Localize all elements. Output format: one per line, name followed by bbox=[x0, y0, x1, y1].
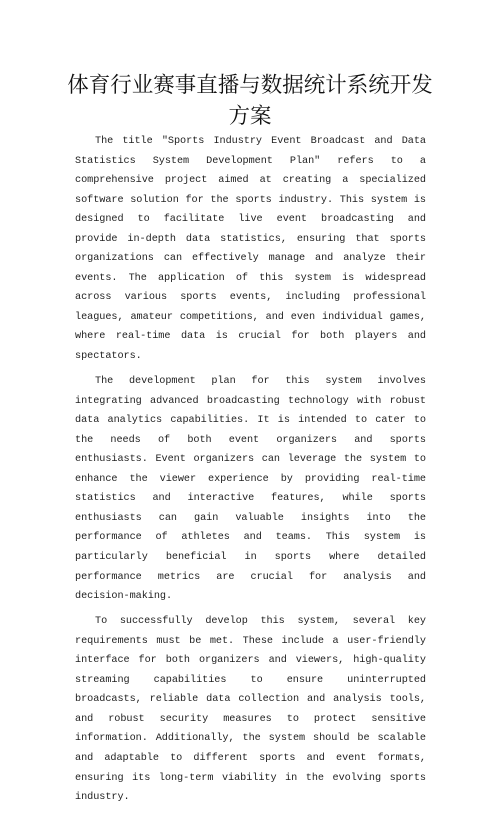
paragraph-1: The title "Sports Industry Event Broadcast and Data Statistics System Development Plan" refers to a comprehensive project aimed at creating a specialized software solution for the sports industry. This system is designed to facilitate live event broadcasting and provide in-depth data statistics, ensuring that sports organizations can effectively manage and analyze their events. The application of this system is widespread across various sports events, including professional leagues, amateur competitions, and even individual games, where real-time data is crucial for both players and spectators. bbox=[75, 136, 426, 363]
document-title: 体育行业赛事直播与数据统计系统开发方案 bbox=[67, 73, 433, 129]
paragraph-2: The development plan for this system involves integrating advanced broadcasting technology with robust data analytics capabilities. It is intended to cater to the needs of both event organizers and sports enthusiasts. Event organizers can leverage the system to enhance the viewer experience by providing real-time statistics and interactive features, while sports enthusiasts can gain valuable insights into the performance of athletes and teams. This system is particularly beneficial in sports where detailed performance metrics are crucial for analysis and decision-making. bbox=[75, 376, 426, 603]
paragraph-3: To successfully develop this system, several key requirements must be met. These include a user-friendly interface for both organizers and viewers, high-quality streaming capabilities to ensure uninterrupted broadcasts, reliable data collection and analysis tools, and robust security measures to protect sensitive information. Additionally, the system should be scalable and adaptable to different sports and event formats, ensuring its long-term viability in the evolving sports industry. bbox=[75, 616, 426, 804]
document-body bbox=[75, 132, 426, 813]
